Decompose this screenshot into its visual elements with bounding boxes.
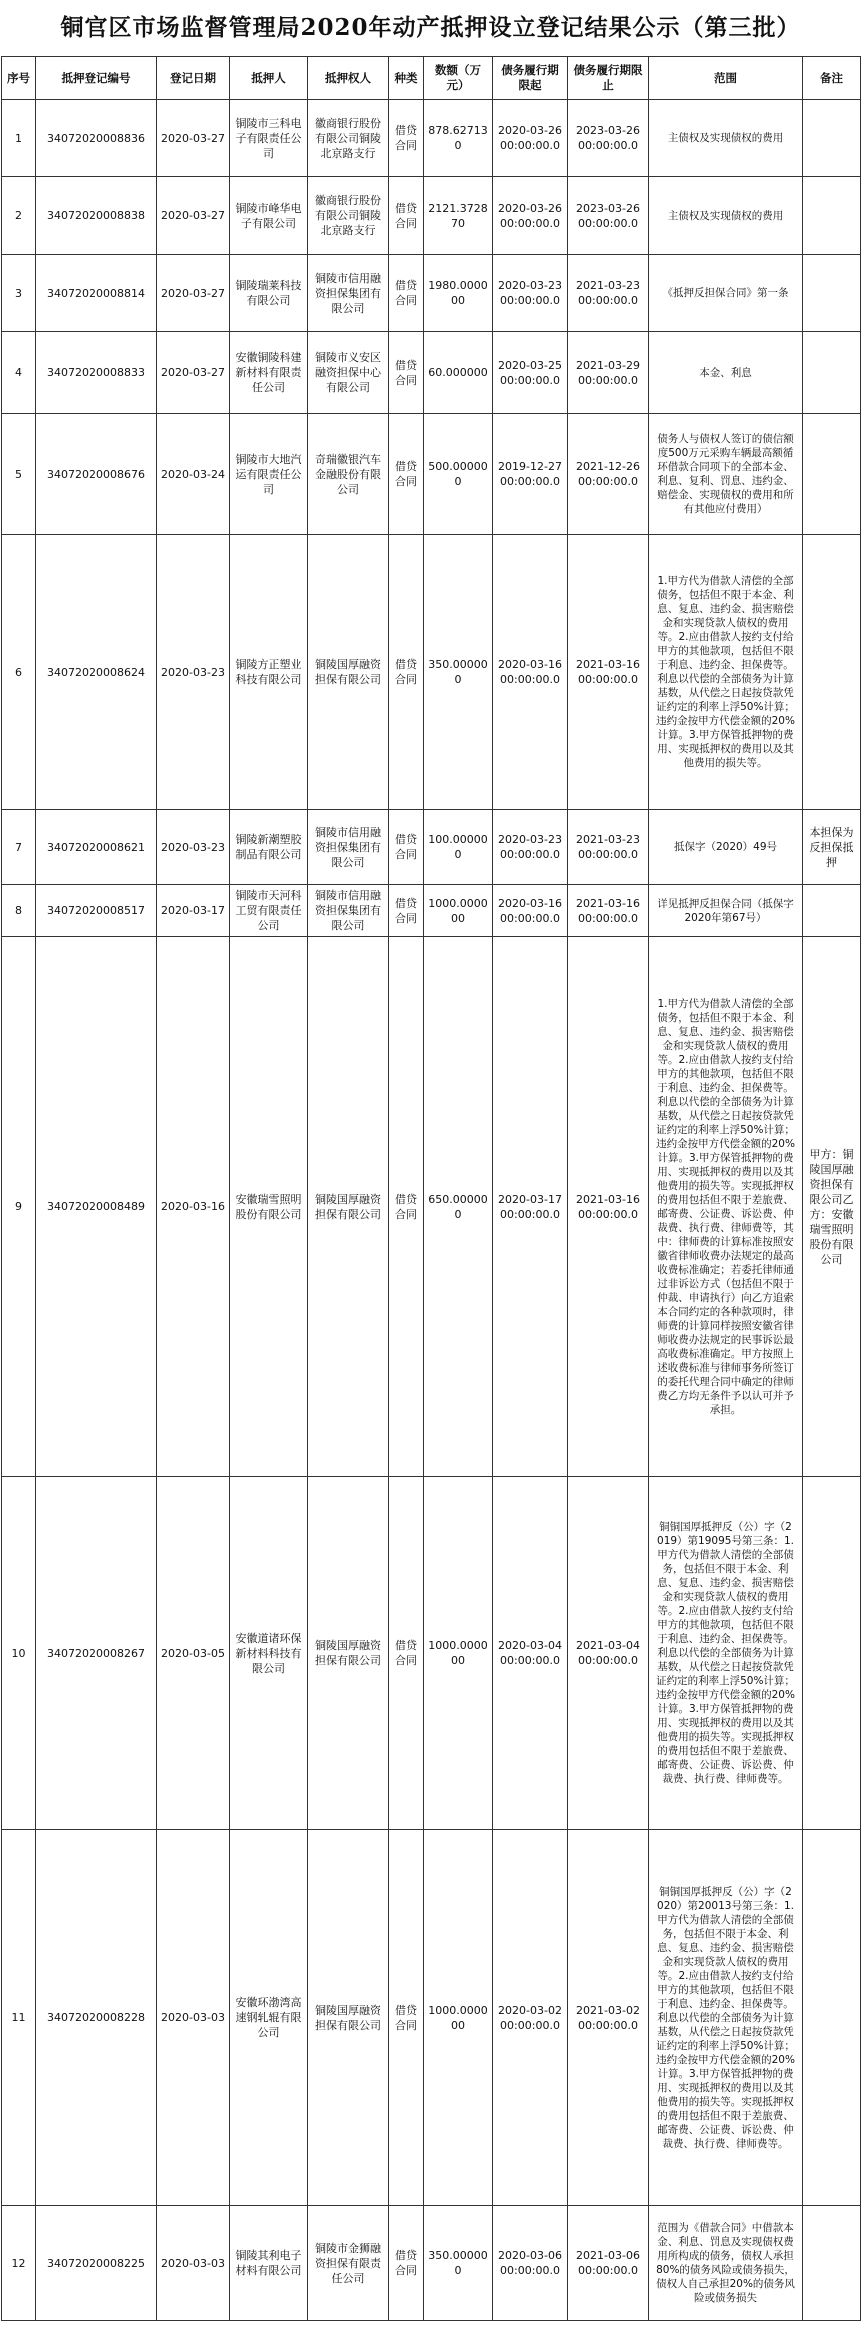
cell-reg-no: 34072020008833 [36, 332, 157, 414]
table-row [2, 1830, 861, 2206]
cell-kind: 借贷合同 [389, 177, 424, 255]
cell-mortgagor: 铜陵其利电子材料有限公司 [230, 2206, 308, 2321]
cell-seq: 8 [2, 885, 36, 937]
cell-reg-no: 34072020008489 [36, 937, 157, 1477]
cell-mortgagor: 铜陵瑞莱科技有限公司 [230, 255, 308, 332]
cell-mortgagor: 铜陵市天河科工贸有限责任公司 [230, 885, 308, 937]
cell-start: 2020-03-06 00:00:00.0 [493, 2206, 568, 2321]
header-seq: 序号 [2, 57, 36, 100]
cell-seq: 6 [2, 535, 36, 810]
cell-mortgagor: 铜陵市三科电子有限责任公司 [230, 100, 308, 177]
cell-mortgagee: 铜陵市金狮融资担保有限责任公司 [308, 2206, 389, 2321]
cell-end: 2023-03-26 00:00:00.0 [568, 100, 649, 177]
cell-note [803, 885, 861, 937]
cell-seq: 5 [2, 414, 36, 535]
page-title: 铜官区市场监督管理局2020年动产抵押设立登记结果公示（第三批） [60, 14, 801, 41]
cell-scope: 详见抵押反担保合同（抵保字2020年第67号） [649, 885, 803, 937]
table-row [2, 2206, 861, 2321]
cell-end: 2021-03-06 00:00:00.0 [568, 2206, 649, 2321]
cell-mortgagee: 奇瑞徽银汽车金融股份有限公司 [308, 414, 389, 535]
cell-reg-date: 2020-03-27 [157, 177, 230, 255]
cell-scope: 铜铜国厚抵押反（公）字（2019）第19095号第三条：1.甲方代为借款人清偿的全部债务，包括但不限于本金、利息、复息、违约金、损害赔偿金和实现贷款人债权的费用等。2.应由借款人按约支付给甲方的其他款项，包括但不限于利息、违约金、担保费等。利息以代偿的全部债务为计算基数，从代偿之日起按贷款凭证约定的利率上浮50%计算；违约金按甲方代偿金额的20%计算。3.甲方保管抵押物的费用、实现抵押权的费用以及其他费用的损失等。实现抵押权的费用包括但不限于差旅费、邮寄费、公证费、诉讼费、仲裁费、执行费、律师费等。 [649, 1477, 803, 1830]
cell-start: 2020-03-02 00:00:00.0 [493, 1830, 568, 2206]
cell-note [803, 1477, 861, 1830]
cell-mortgagee: 铜陵市信用融资担保集团有限公司 [308, 255, 389, 332]
table-row [2, 810, 861, 885]
cell-kind: 借贷合同 [389, 810, 424, 885]
cell-kind: 借贷合同 [389, 255, 424, 332]
cell-seq: 7 [2, 810, 36, 885]
cell-reg-date: 2020-03-16 [157, 937, 230, 1477]
cell-mortgagor: 安徽铜陵科建新材料有限责任公司 [230, 332, 308, 414]
cell-end: 2021-03-16 00:00:00.0 [568, 937, 649, 1477]
cell-mortgagor: 铜陵方正塑业科技有限公司 [230, 535, 308, 810]
cell-scope: 主债权及实现债权的费用 [649, 177, 803, 255]
cell-reg-date: 2020-03-27 [157, 100, 230, 177]
cell-mortgagee: 铜陵国厚融资担保有限公司 [308, 535, 389, 810]
cell-kind: 借贷合同 [389, 1477, 424, 1830]
cell-reg-date: 2020-03-05 [157, 1477, 230, 1830]
cell-start: 2020-03-04 00:00:00.0 [493, 1477, 568, 1830]
cell-seq: 2 [2, 177, 36, 255]
cell-amount: 500.000000 [424, 414, 493, 535]
header-start: 债务履行期限起 [493, 57, 568, 100]
cell-start: 2020-03-16 00:00:00.0 [493, 535, 568, 810]
table-row [2, 1477, 861, 1830]
cell-scope: 《抵押反担保合同》第一条 [649, 255, 803, 332]
cell-note [803, 2206, 861, 2321]
header-mortgagor: 抵押人 [230, 57, 308, 100]
cell-mortgagor: 铜陵市大地汽运有限责任公司 [230, 414, 308, 535]
cell-seq: 10 [2, 1477, 36, 1830]
header-end: 债务履行期限止 [568, 57, 649, 100]
cell-end: 2021-03-16 00:00:00.0 [568, 885, 649, 937]
cell-amount: 650.000000 [424, 937, 493, 1477]
cell-kind: 借贷合同 [389, 332, 424, 414]
cell-start: 2019-12-27 00:00:00.0 [493, 414, 568, 535]
cell-note [803, 332, 861, 414]
cell-reg-no: 34072020008624 [36, 535, 157, 810]
cell-note: 甲方：铜陵国厚融资担保有限公司乙方：安徽瑞雪照明股份有限公司 [803, 937, 861, 1477]
cell-end: 2021-03-04 00:00:00.0 [568, 1477, 649, 1830]
header-note: 备注 [803, 57, 861, 100]
cell-mortgagee: 铜陵市信用融资担保集团有限公司 [308, 885, 389, 937]
cell-note [803, 414, 861, 535]
cell-mortgagor: 安徽瑞雪照明股份有限公司 [230, 937, 308, 1477]
cell-seq: 3 [2, 255, 36, 332]
cell-kind: 借贷合同 [389, 535, 424, 810]
cell-reg-date: 2020-03-27 [157, 255, 230, 332]
cell-mortgagee: 徽商银行股份有限公司铜陵北京路支行 [308, 100, 389, 177]
cell-mortgagee: 徽商银行股份有限公司铜陵北京路支行 [308, 177, 389, 255]
cell-mortgagee: 铜陵国厚融资担保有限公司 [308, 937, 389, 1477]
cell-amount: 350.000000 [424, 2206, 493, 2321]
cell-reg-date: 2020-03-03 [157, 1830, 230, 2206]
cell-end: 2021-03-29 00:00:00.0 [568, 332, 649, 414]
cell-mortgagor: 安徽道诸环保新材料科技有限公司 [230, 1477, 308, 1830]
cell-kind: 借贷合同 [389, 1830, 424, 2206]
cell-end: 2021-12-26 00:00:00.0 [568, 414, 649, 535]
header-mortgagee: 抵押权人 [308, 57, 389, 100]
cell-reg-no: 34072020008267 [36, 1477, 157, 1830]
cell-seq: 4 [2, 332, 36, 414]
cell-scope: 债务人与债权人签订的债信额度500万元采购车辆最高额循环借款合同项下的全部本金、利息、复利、罚息、违约金、赔偿金、实现债权的费用和所有其他应付费用） [649, 414, 803, 535]
cell-amount: 878.627130 [424, 100, 493, 177]
header-kind: 种类 [389, 57, 424, 100]
cell-seq: 1 [2, 100, 36, 177]
cell-start: 2020-03-17 00:00:00.0 [493, 937, 568, 1477]
cell-amount: 1000.000000 [424, 1477, 493, 1830]
cell-start: 2020-03-23 00:00:00.0 [493, 255, 568, 332]
table-row [2, 177, 861, 255]
cell-amount: 2121.372870 [424, 177, 493, 255]
cell-scope: 1.甲方代为借款人清偿的全部债务，包括但不限于本金、利息、复息、违约金、损害赔偿金和实现贷款人债权的费用等。2.应由借款人按约支付给甲方的其他款项，包括但不限于利息、违约金、担保费等。利息以代偿的全部债务为计算基数，从代偿之日起按贷款凭证约定的利率上浮50%计算；违约金按甲方代偿金额的20%计算。3.甲方保管抵押物的费用、实现抵押权的费用以及其他费用的损失等。实现抵押权的费用包括但不限于差旅费、邮寄费、公证费、诉讼费、仲裁费、执行费、律师费等，其中：律师费的计算标准按照安徽省律师收费办法规定的最高收费标准确定；若委托律师通过非诉讼方式（包括但不限于仲裁、申请执行）向乙方追索本合同约定的各种款项时，律师费的计算同样按照安徽省律师收费办法规定的民事诉讼最高收费标准确定。甲方按照上述收费标准与律师事务所签订的委托代理合同中确定的律师费乙方均无条件予以认可并予承担。 [649, 937, 803, 1477]
cell-reg-no: 34072020008814 [36, 255, 157, 332]
cell-kind: 借贷合同 [389, 2206, 424, 2321]
table-row [2, 255, 861, 332]
cell-end: 2021-03-23 00:00:00.0 [568, 255, 649, 332]
header-amount: 数额（万元） [424, 57, 493, 100]
cell-amount: 350.000000 [424, 535, 493, 810]
header-reg-no: 抵押登记编号 [36, 57, 157, 100]
table-row [2, 414, 861, 535]
table-row [2, 100, 861, 177]
cell-scope: 范围为《借款合同》中借款本金、利息、罚息及实现债权费用所构成的债务，债权人承担80%的债务风险或债务损失，债权人自己承担20%的债务风险或债务损失 [649, 2206, 803, 2321]
cell-note [803, 255, 861, 332]
cell-end: 2021-03-23 00:00:00.0 [568, 810, 649, 885]
cell-mortgagor: 铜陵市峰华电子有限公司 [230, 177, 308, 255]
cell-end: 2021-03-16 00:00:00.0 [568, 535, 649, 810]
cell-seq: 9 [2, 937, 36, 1477]
cell-kind: 借贷合同 [389, 100, 424, 177]
cell-end: 2021-03-02 00:00:00.0 [568, 1830, 649, 2206]
table-row [2, 937, 861, 1477]
cell-note [803, 177, 861, 255]
cell-kind: 借贷合同 [389, 885, 424, 937]
cell-mortgagee: 铜陵市义安区融资担保中心有限公司 [308, 332, 389, 414]
cell-start: 2020-03-23 00:00:00.0 [493, 810, 568, 885]
table-row [2, 535, 861, 810]
cell-reg-date: 2020-03-23 [157, 810, 230, 885]
cell-kind: 借贷合同 [389, 937, 424, 1477]
cell-reg-no: 34072020008621 [36, 810, 157, 885]
cell-amount: 60.000000 [424, 332, 493, 414]
cell-start: 2020-03-16 00:00:00.0 [493, 885, 568, 937]
cell-kind: 借贷合同 [389, 414, 424, 535]
cell-mortgagor: 安徽环渤湾高速钢轧辊有限公司 [230, 1830, 308, 2206]
cell-scope: 主债权及实现债权的费用 [649, 100, 803, 177]
registration-table [1, 56, 861, 2321]
cell-start: 2020-03-25 00:00:00.0 [493, 332, 568, 414]
table-row [2, 332, 861, 414]
cell-end: 2023-03-26 00:00:00.0 [568, 177, 649, 255]
cell-scope: 本金、利息 [649, 332, 803, 414]
cell-scope: 铜铜国厚抵押反（公）字（2020）第20013号第三条：1.甲方代为借款人清偿的全部债务，包括但不限于本金、利息、复息、违约金、损害赔偿金和实现贷款人债权的费用等。2.应由借款人按约支付给甲方的其他款项，包括但不限于利息、违约金、担保费等。利息以代偿的全部债务为计算基数，从代偿之日起按贷款凭证约定的利率上浮50%计算；违约金按甲方代偿金额的20%计算。3.甲方保管抵押物的费用、实现抵押权的费用以及其他费用的损失等。实现抵押权的费用包括但不限于差旅费、邮寄费、公证费、诉讼费、仲裁费、执行费、律师费等。 [649, 1830, 803, 2206]
cell-reg-date: 2020-03-17 [157, 885, 230, 937]
cell-amount: 1980.000000 [424, 255, 493, 332]
cell-scope: 1.甲方代为借款人清偿的全部债务，包括但不限于本金、利息、复息、违约金、损害赔偿金和实现贷款人债权的费用等。2.应由借款人按约支付给甲方的其他款项，包括但不限于利息、违约金、担保费等。利息以代偿的全部债务为计算基数，从代偿之日起按贷款凭证约定的利率上浮50%计算；违约金按甲方代偿金额的20%计算。3.甲方保管抵押物的费用、实现抵押权的费用以及其他费用的损失等。 [649, 535, 803, 810]
cell-amount: 1000.000000 [424, 885, 493, 937]
cell-amount: 100.000000 [424, 810, 493, 885]
cell-reg-date: 2020-03-23 [157, 535, 230, 810]
cell-reg-no: 34072020008517 [36, 885, 157, 937]
cell-note [803, 1830, 861, 2206]
cell-reg-date: 2020-03-03 [157, 2206, 230, 2321]
cell-reg-no: 34072020008228 [36, 1830, 157, 2206]
cell-note: 本担保为反担保抵押 [803, 810, 861, 885]
cell-reg-no: 34072020008676 [36, 414, 157, 535]
cell-scope: 抵保字（2020）49号 [649, 810, 803, 885]
cell-mortgagor: 铜陵新潮塑胶制品有限公司 [230, 810, 308, 885]
cell-reg-no: 34072020008836 [36, 100, 157, 177]
cell-seq: 12 [2, 2206, 36, 2321]
cell-seq: 11 [2, 1830, 36, 2206]
cell-start: 2020-03-26 00:00:00.0 [493, 177, 568, 255]
cell-reg-no: 34072020008838 [36, 177, 157, 255]
cell-start: 2020-03-26 00:00:00.0 [493, 100, 568, 177]
header-reg-date: 登记日期 [157, 57, 230, 100]
table-row [2, 885, 861, 937]
cell-note [803, 535, 861, 810]
cell-reg-no: 34072020008225 [36, 2206, 157, 2321]
cell-mortgagee: 铜陵市信用融资担保集团有限公司 [308, 810, 389, 885]
cell-note [803, 100, 861, 177]
table-header-row [2, 57, 861, 100]
cell-mortgagee: 铜陵国厚融资担保有限公司 [308, 1477, 389, 1830]
cell-mortgagee: 铜陵国厚融资担保有限公司 [308, 1830, 389, 2206]
cell-reg-date: 2020-03-27 [157, 332, 230, 414]
cell-amount: 1000.000000 [424, 1830, 493, 2206]
cell-reg-date: 2020-03-24 [157, 414, 230, 535]
header-scope: 范围 [649, 57, 803, 100]
